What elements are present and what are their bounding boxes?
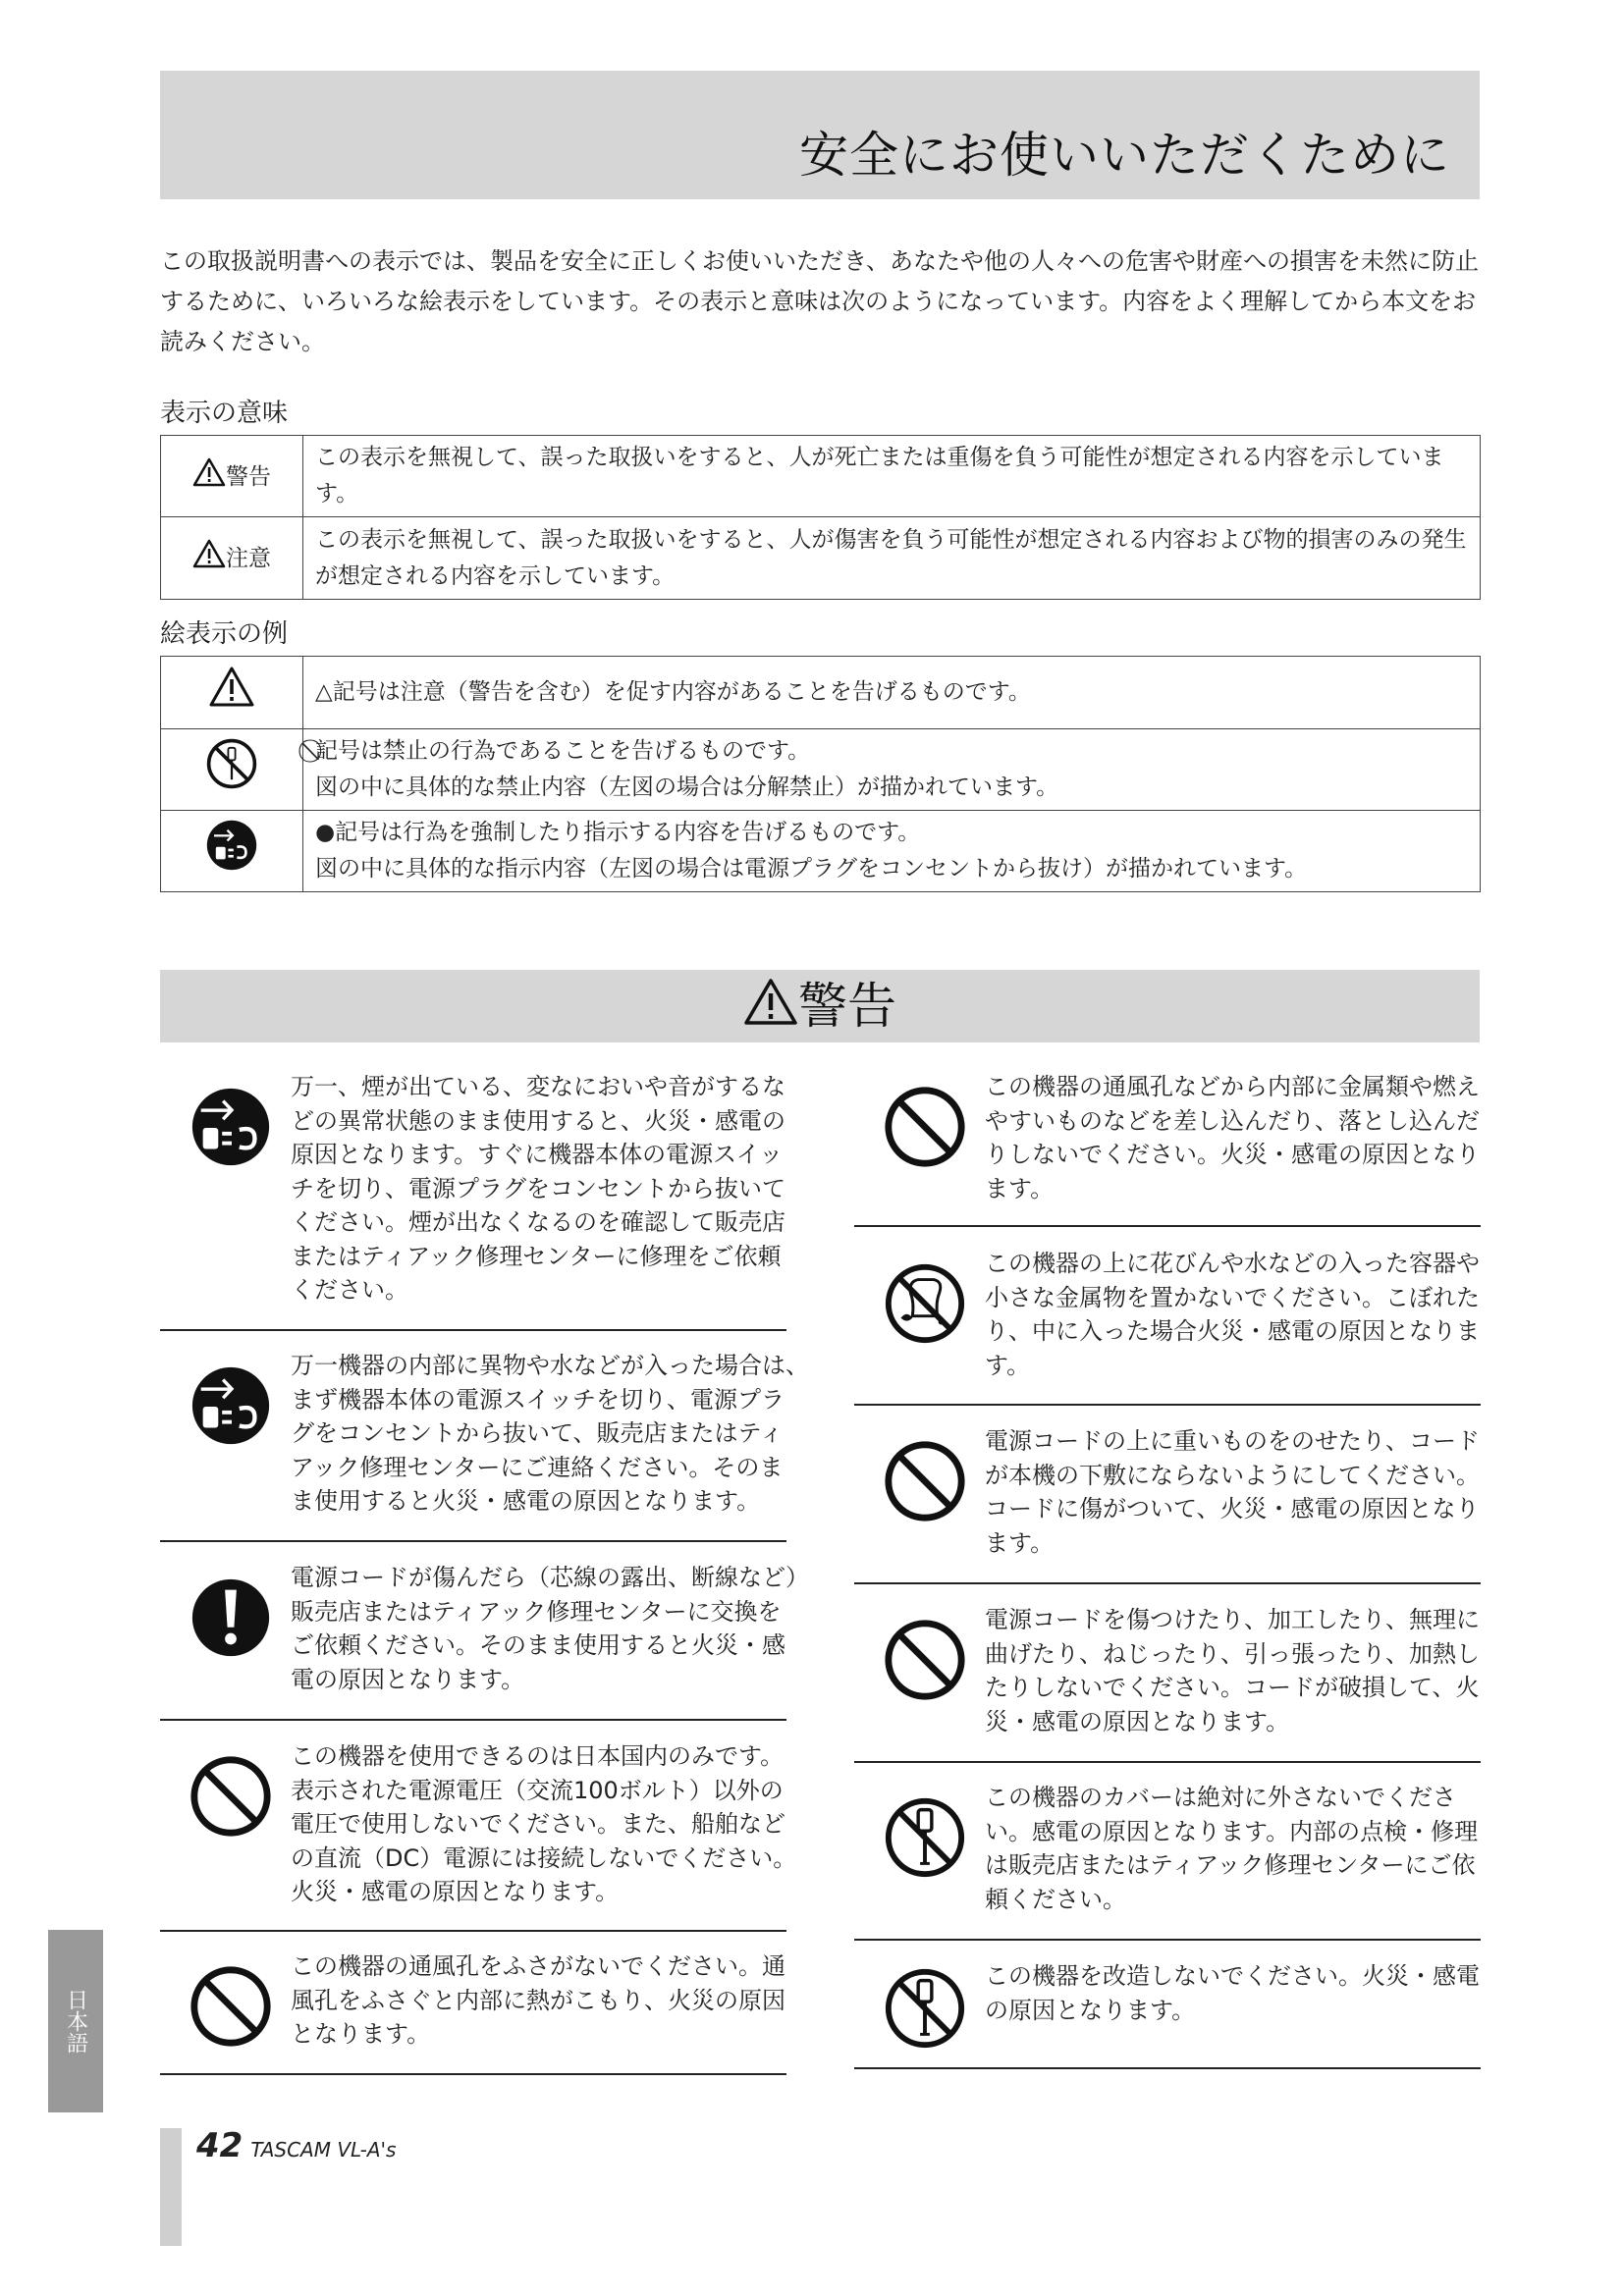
warning-item <box>854 1424 1481 1572</box>
divider <box>854 2067 1481 2069</box>
meaning-label: 表示の意味 <box>160 399 289 428</box>
warning-item-text: この機器の通風孔をふさがないでください。通 風孔をふさぐと内部に熱がこもり、火災の原因 となります。 <box>291 1952 785 2048</box>
warning-item <box>160 1949 786 2067</box>
warning-item <box>160 1070 786 1327</box>
unplug-icon <box>205 819 258 872</box>
language-tab-label: 日本語 <box>63 1989 88 2054</box>
caution-triangle-icon <box>743 978 798 1027</box>
examples-label: 絵表示の例 <box>160 619 289 649</box>
no-disassembly-icon <box>882 1965 968 2052</box>
example-row <box>161 657 1481 729</box>
warning-item-text: この機器を使用できるのは日本国内のみです。 表示された電源電圧（交流100ボルト）以外の 電圧で使用しないでください。また、船舶など の直流（DC）電源には接続しないでください。 火災・感電の原因となります。 <box>291 1742 797 1905</box>
warning-item-text: この機器の上に花びんや水などの入った容器や 小さな金属物を置かないでください。こぼれた り、中に入った場合火災・感電の原因となりま す。 <box>985 1250 1480 1379</box>
meaning-row-caution <box>161 517 1481 600</box>
caution-triangle-icon <box>192 457 226 487</box>
example-row <box>161 729 1481 811</box>
unplug-icon <box>188 1362 274 1449</box>
prohibition-icon <box>882 1084 968 1170</box>
warning-item <box>854 1247 1481 1394</box>
divider <box>854 1939 1481 1941</box>
warning-item <box>160 1349 809 1535</box>
meaning-row-warning <box>161 436 1481 517</box>
example-text: ⃠記号は禁止の行為であることを告げるものです。 図の中に具体的な禁止内容（左図の場合は分解禁止）が描かれています。 <box>303 729 1481 811</box>
prohibition-icon <box>882 1438 968 1524</box>
examples-table <box>160 656 1481 892</box>
title-bar <box>160 71 1480 199</box>
no-disassembly-icon <box>882 1794 968 1881</box>
warning-item-text: この機器の通風孔などから内部に金属類や燃え やすいものなどを差し込んだり、落とし込んだ りしないでください。火災・感電の原因となり ます。 <box>985 1073 1480 1202</box>
caution-label-cell <box>161 517 303 600</box>
divider <box>160 1719 786 1721</box>
warning-item <box>160 1561 809 1718</box>
page-title: 安全にお使いいただくために <box>799 127 1450 184</box>
warning-item <box>854 1959 1481 2067</box>
meaning-table <box>160 435 1481 600</box>
warning-item <box>854 1070 1481 1217</box>
no-disassembly-icon <box>205 737 258 790</box>
divider <box>854 1761 1481 1763</box>
divider <box>854 1225 1481 1227</box>
warning-item-text: 万一機器の内部に異物や水などが入った場合は、 まず機器本体の電源スイッチを切り、電源プラ グをコンセントから抜いて、販売店またはティ アック修理センターにご連絡ください。そのま ま使用すると火災・感電の原因となります。 <box>291 1352 809 1515</box>
divider <box>160 1540 786 1542</box>
warning-bar <box>160 970 1480 1042</box>
warning-item <box>160 1739 797 1926</box>
language-tab <box>48 1930 103 2112</box>
page-number: 42 <box>196 2126 244 2165</box>
warning-bar-title: 警告 <box>798 978 896 1035</box>
warning-item-text: 電源コードの上に重いものをのせたり、コード が本機の下敷にならないようにしてください。 コードに傷がついて、火災・感電の原因となり ます。 <box>985 1427 1480 1557</box>
warning-item <box>854 1781 1481 1928</box>
divider <box>160 1329 786 1331</box>
prohibition-icon <box>188 1753 274 1840</box>
unplug-icon <box>188 1084 274 1170</box>
example-row <box>161 811 1481 892</box>
example-text: ●記号は行為を強制したり指示する内容を告げるものです。 図の中に具体的な指示内容（左図の場合は電源プラグをコンセントから抜け）が描かれています。 <box>303 811 1481 892</box>
mandatory-icon <box>188 1575 274 1661</box>
prohibition-icon <box>188 1963 274 2050</box>
warning-item-text: 万一、煙が出ている、変なにおいや音がするな どの異常状態のまま使用すると、火災・感電の 原因となります。すぐに機器本体の電源スイッ チを切り、電源プラグをコンセントから抜いて ください。煙が出なくなるのを確認して販売店 またはティアック修理センターに修理をご依頼 ください。 <box>291 1073 785 1304</box>
caution-meaning-text: この表示を無視して、誤った取扱いをすると、人が傷害を負う可能性が想定される内容および物的損害のみの発生が想定される内容を示しています。 <box>303 517 1481 600</box>
warning-label-cell <box>161 436 303 517</box>
intro-paragraph: この取扱説明書への表示では、製品を安全に正しくお使いいただき、あなたや他の人々への危害や財産への損害を未然に防止するために、いろいろな絵表示をしています。その表示と意味は次のようになっています。内容をよく理解してから本文をお読みください。 <box>160 247 1480 355</box>
no-vase-icon <box>882 1260 968 1347</box>
divider <box>854 1582 1481 1584</box>
example-text: △記号は注意（警告を含む）を促す内容があることを告げるものです。 <box>303 657 1481 729</box>
divider <box>160 1930 786 1932</box>
warning-item-text: 電源コードを傷つけたり、加工したり、無理に 曲げたり、ねじったり、引っ張ったり、加熱し たりしないでください。コードが破損して、火 災・感電の原因となります。 <box>985 1606 1480 1735</box>
divider <box>160 2073 786 2075</box>
footer-bar <box>160 2128 182 2246</box>
prohibition-icon <box>882 1617 968 1703</box>
caution-triangle-icon <box>192 539 226 568</box>
warning-meaning-text: この表示を無視して、誤った取扱いをすると、人が死亡または重傷を負う可能性が想定される内容を示しています。 <box>303 436 1481 517</box>
warning-item-text: この機器のカバーは絶対に外さないでくださ い。感電の原因となります。内部の点検・修理 は販売店またはティアック修理センターにご依 頼ください。 <box>985 1784 1479 1913</box>
caution-label: 注意 <box>226 546 271 571</box>
warning-item <box>854 1603 1481 1750</box>
warning-label: 警告 <box>226 463 271 490</box>
caution-triangle-icon <box>208 666 255 709</box>
model-name: TASCAM VL-A's <box>250 2138 397 2162</box>
divider <box>854 1404 1481 1406</box>
warning-item-text: 電源コードが傷んだら（芯線の露出、断線など） 販売店またはティアック修理センターに交換を ご依頼ください。そのまま使用すると火災・感 電の原因となります。 <box>291 1564 809 1693</box>
footer <box>196 2126 396 2165</box>
warning-item-text: この機器を改造しないでください。火災・感電 の原因となります。 <box>985 1962 1480 2024</box>
